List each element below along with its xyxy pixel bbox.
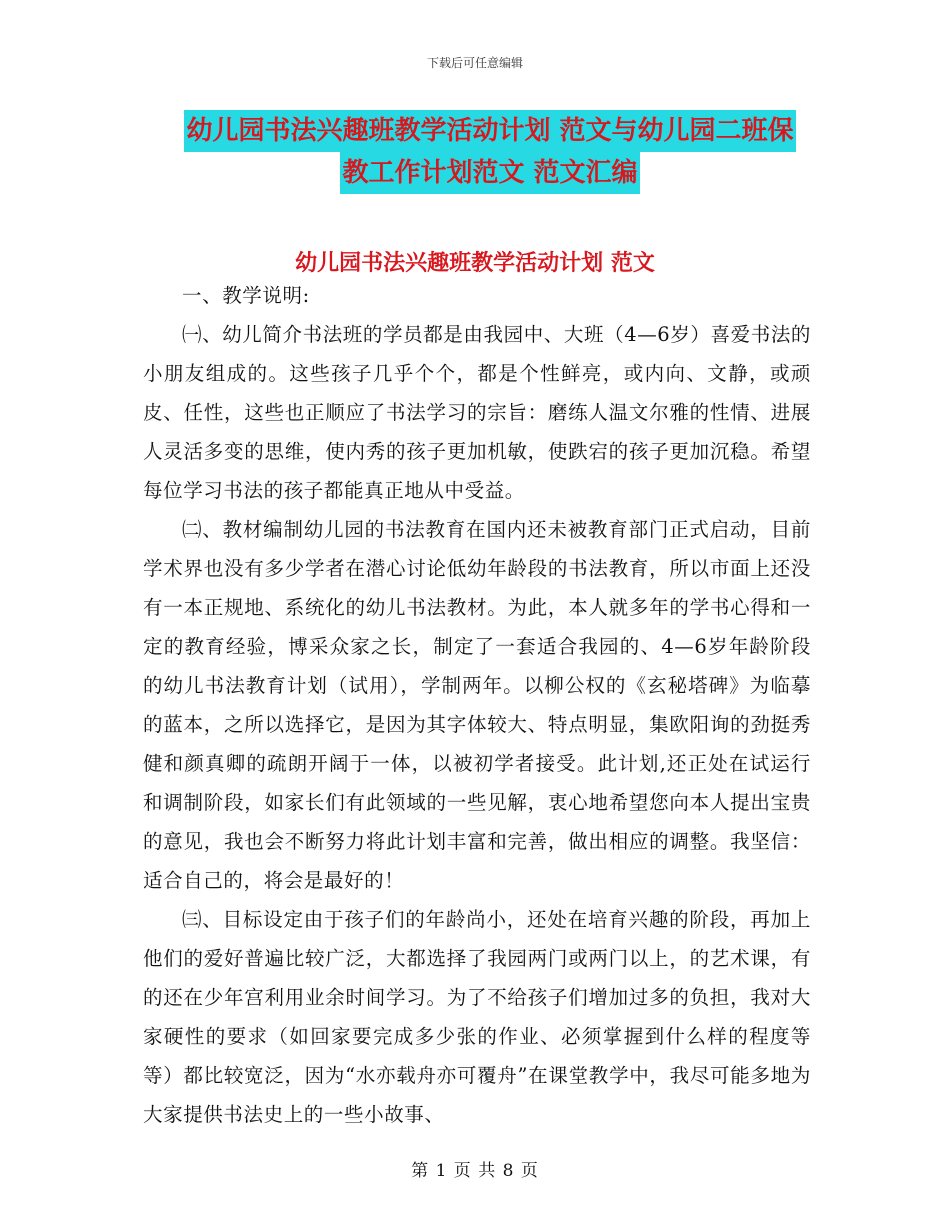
document-title <box>140 110 840 194</box>
paragraph: ㈢、目标设定由于孩子们的年龄尚小，还处在培育兴趣的阶段，再加上他们的爱好普遍比较广泛，大都选择了我园两门或两门以上，的艺术课，有的还在少年宫利用业余时间学习。为了不给孩子们增加过多的负担，我对大家硬性的要求（如回家要完成多少张的作业、必须掌握到什么样的程度等等）都比较宽泛，因为“水亦载舟亦可覆舟”在课堂教学中，我尽可能多地为大家提供书法史上的一些小故事、 <box>143 908 811 1126</box>
section-title: 幼儿园书法兴趣班教学活动计划 范文 <box>295 250 655 276</box>
page-header-note: 下载后可任意编辑 <box>426 56 523 70</box>
paragraph: ㈡、教材编制幼儿园的书法教育在国内还未被教育部门正式启动，目前学术界也没有多少学者在潜心讨论低幼年龄段的书法教育，所以市面上还没有一本正规地、系统化的幼儿书法教材。为此，本人就多年的学书心得和一定的教育经验，博采众家之长，制定了一套适合我园的、4—6岁年龄阶段的幼儿书法教育计划（试用），学制两年。以柳公权的《玄秘塔碑》为临摹的蓝本，之所以选择它，是因为其字体较大、特点明显，集欧阳询的劲挺秀健和颜真卿的疏朗开阔于一体，以被初学者接受。此计划,还正处在试运行和调制阶段，如家长们有此领域的一些见解，衷心地希望您向本人提出宝贵的意见，我也会不断努力将此计划丰富和完善，做出相应的调整。我坚信：适合自己的，将会是最好的！ <box>143 518 811 892</box>
document-body <box>143 276 811 1134</box>
paragraph-heading: 一、教学说明: <box>182 284 310 307</box>
document-title-line-1: 幼儿园书法兴趣班教学活动计划 范文与幼儿园二班保 <box>184 110 795 152</box>
document-title-line-2: 教工作计划范文 范文汇编 <box>340 152 639 194</box>
page-number: 第 1 页 共 8 页 <box>411 1161 539 1181</box>
paragraph: ㈠、幼儿简介书法班的学员都是由我园中、大班（4—6岁）喜爱书法的小朋友组成的。这些孩子几乎个个，都是个性鲜亮，或内向、文静，或顽皮、任性，这些也正顺应了书法学习的宗旨：磨练人温文尔雅的性情、进展人灵活多变的思维，使内秀的孩子更加机敏，使跌宕的孩子更加沉稳。希望每位学习书法的孩子都能真正地从中受益。 <box>143 323 812 502</box>
